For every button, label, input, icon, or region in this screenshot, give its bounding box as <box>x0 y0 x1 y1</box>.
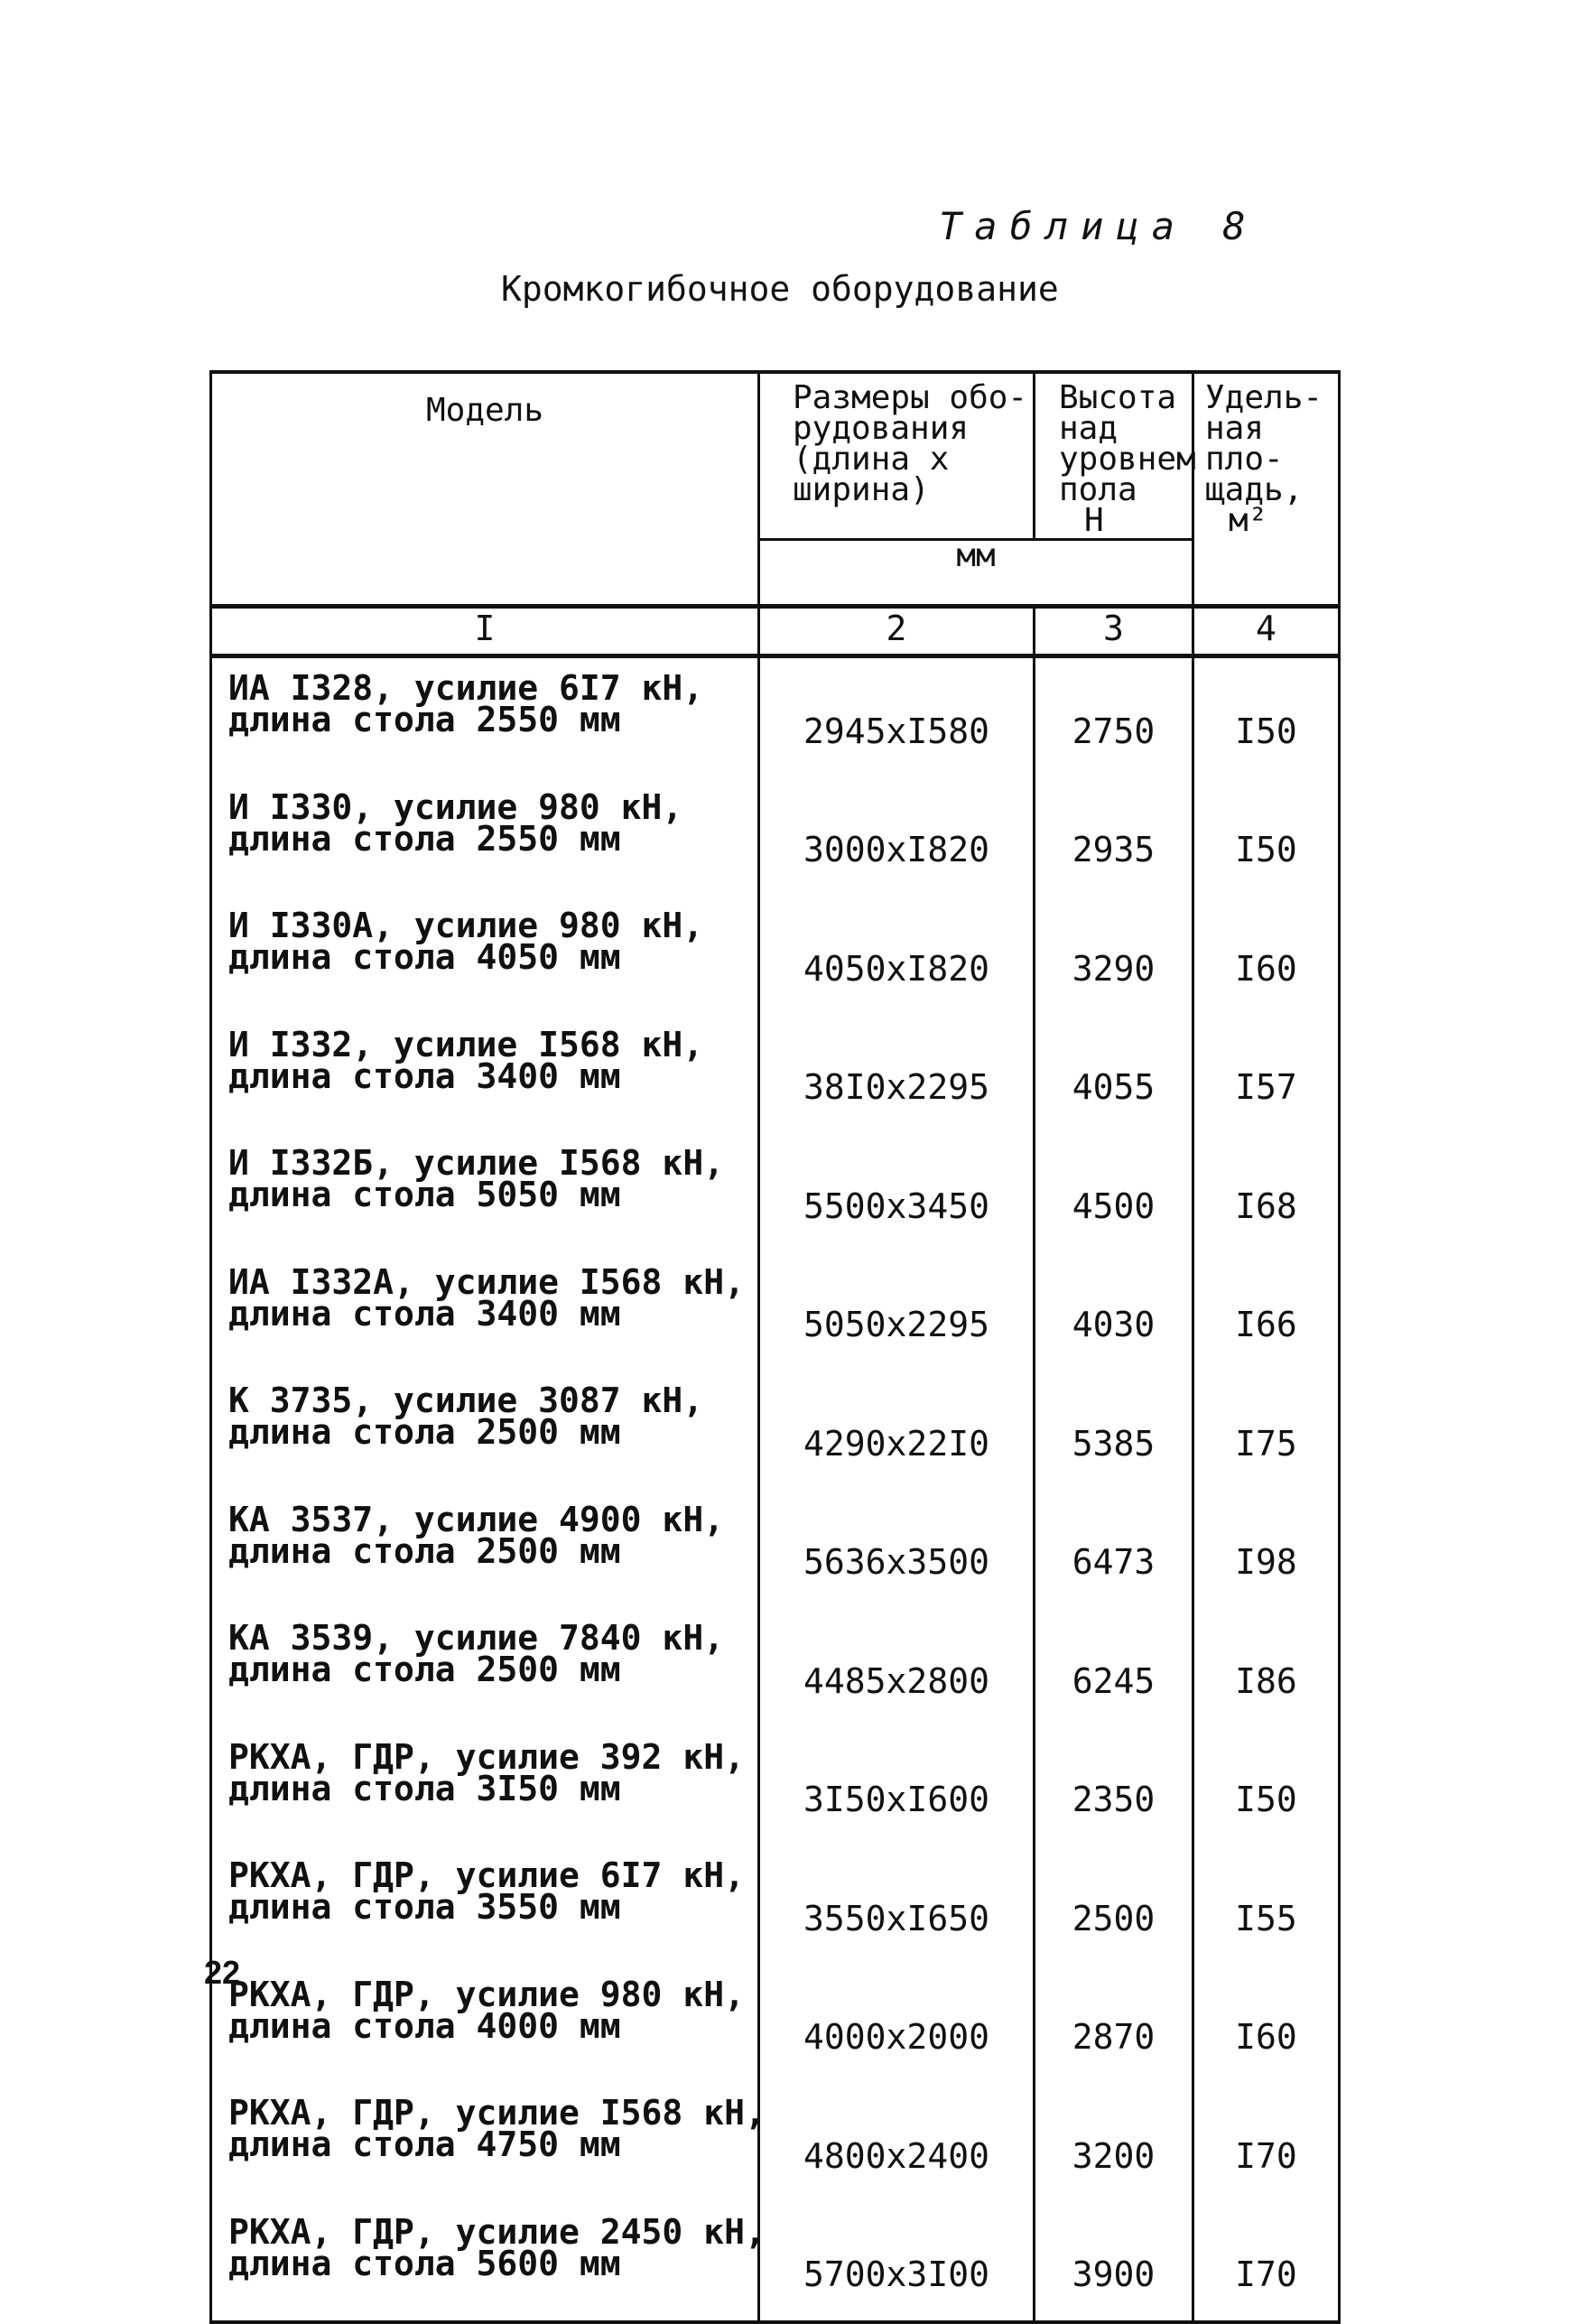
model-text: длина стола 2500 мм <box>228 1530 621 1571</box>
column-number-row <box>211 607 1340 656</box>
model-text: И I332Б, усилие I568 кН, <box>228 1143 725 1183</box>
model-cell <box>211 1727 759 1846</box>
height-cell: 4055 <box>1035 1015 1193 1134</box>
size-cell: 2945хI580 <box>759 656 1035 777</box>
area-cell: I70 <box>1193 2202 1340 2323</box>
model-text: РКХА, ГДР, усилие 980 кН, <box>228 1974 745 2014</box>
header-height <box>1035 372 1196 540</box>
size-cell: 3550хI650 <box>759 1845 1035 1965</box>
model-cell <box>211 1252 759 1371</box>
header-area-line: Удель- <box>1205 379 1323 416</box>
height-cell: 3290 <box>1035 896 1193 1015</box>
size-cell: 4485х2800 <box>759 1608 1035 1727</box>
header-area-line: ная <box>1205 410 1265 447</box>
size-cell: 4000х2000 <box>759 1965 1035 2084</box>
model-cell <box>211 1965 759 2084</box>
model-text: длина стола 3I50 мм <box>228 1768 621 1808</box>
header-height-line: Н <box>1084 502 1104 539</box>
height-cell: 2750 <box>1035 656 1193 777</box>
height-cell: 2870 <box>1035 1965 1193 2084</box>
model-text: И I332, усилие I568 кН, <box>228 1024 704 1064</box>
area-cell: I55 <box>1193 1845 1340 1965</box>
area-cell: I98 <box>1193 1490 1340 1609</box>
table-row <box>211 1015 1340 1134</box>
model-text: длина стола 5600 мм <box>228 2243 621 2283</box>
model-text: И I330А, усилие 980 кН, <box>228 906 704 945</box>
model-text: ИА I332А, усилие I568 кН, <box>228 1261 745 1302</box>
model-text: КА 3537, усилие 4900 кН, <box>228 1499 725 1539</box>
table-row <box>211 1252 1340 1371</box>
height-cell: 6473 <box>1035 1490 1193 1609</box>
header-area-line: м² <box>1229 502 1268 539</box>
model-cell <box>211 896 759 1015</box>
table-row <box>211 896 1340 1015</box>
header-area-line: щадь, <box>1205 471 1304 508</box>
table-row <box>211 2202 1340 2323</box>
model-text: И I330, усилие 980 кН, <box>228 786 683 827</box>
area-cell: I66 <box>1193 1252 1340 1371</box>
size-cell: 5700х3I00 <box>759 2202 1035 2323</box>
model-cell <box>211 777 759 897</box>
height-cell: 3900 <box>1035 2202 1193 2323</box>
model-text: длина стола 2550 мм <box>228 818 621 859</box>
area-cell: I50 <box>1193 777 1340 897</box>
model-text: длина стола 2550 мм <box>228 700 621 739</box>
header-size-line: ширина) <box>793 471 930 508</box>
table-row <box>211 1133 1340 1252</box>
area-cell: I68 <box>1193 1133 1340 1252</box>
model-text: длина стола 3550 мм <box>228 1887 621 1927</box>
header-height-line: Высота <box>1059 379 1177 416</box>
model-text: К 3735, усилие 3087 кН, <box>228 1380 704 1420</box>
area-cell: I50 <box>1193 1727 1340 1846</box>
height-cell: 6245 <box>1035 1608 1193 1727</box>
model-cell <box>211 1371 759 1490</box>
model-text: РКХА, ГДР, усилие I568 кН, <box>228 2093 766 2133</box>
model-text: длина стола 5050 мм <box>228 1175 621 1214</box>
table-row <box>211 1371 1340 1490</box>
model-text: РКХА, ГДР, усилие 392 кН, <box>228 1736 745 1777</box>
model-text: длина стола 4050 мм <box>228 937 621 977</box>
header-size-line: (длина х <box>793 441 950 478</box>
model-cell <box>211 1133 759 1252</box>
area-cell: I60 <box>1193 896 1340 1015</box>
table-row <box>211 2083 1340 2202</box>
size-cell: 5500х3450 <box>759 1133 1035 1252</box>
header-size-line: Размеры обо- <box>793 379 1028 416</box>
header-size-line: рудования <box>793 410 970 447</box>
size-cell: 4800х2400 <box>759 2083 1035 2202</box>
header-unit: мм <box>759 540 1193 607</box>
header-height-line: над <box>1059 410 1119 447</box>
table-caption: Кромкогибочное оборудование <box>501 269 1059 309</box>
area-cell: I57 <box>1193 1015 1340 1134</box>
model-text: КА 3539, усилие 7840 кН, <box>228 1618 725 1658</box>
equipment-table <box>209 370 1341 2324</box>
size-cell: 3I50хI600 <box>759 1727 1035 1846</box>
height-cell: 2935 <box>1035 777 1193 897</box>
model-text: длина стола 4000 мм <box>228 2005 621 2046</box>
model-cell <box>211 1608 759 1727</box>
page-number: 22 <box>204 1954 241 1991</box>
model-cell <box>211 1015 759 1134</box>
model-text: длина стола 2500 мм <box>228 1650 621 1689</box>
header-height-line: уровнем <box>1059 441 1196 478</box>
size-cell: 3000хI820 <box>759 777 1035 897</box>
model-cell <box>211 1845 759 1965</box>
size-cell: 5050х2295 <box>759 1252 1035 1371</box>
table-row <box>211 1490 1340 1609</box>
column-number: 2 <box>759 607 1035 656</box>
header-area-line: пло- <box>1205 441 1284 478</box>
height-cell: 2500 <box>1035 1845 1193 1965</box>
table-row <box>211 1608 1340 1727</box>
height-cell: 5385 <box>1035 1371 1193 1490</box>
model-cell <box>211 2202 766 2323</box>
size-cell: 4290х22I0 <box>759 1371 1035 1490</box>
table-row <box>211 656 1340 777</box>
header-area <box>1193 372 1340 607</box>
model-text: РКХА, ГДР, усилие 2450 кН, <box>228 2211 766 2252</box>
area-cell: I60 <box>1193 1965 1340 2084</box>
table-row <box>211 777 1340 897</box>
height-cell: 3200 <box>1035 2083 1193 2202</box>
model-cell <box>211 2083 766 2202</box>
model-text: ИА I328, усилие 6I7 кН, <box>228 668 704 708</box>
height-cell: 4030 <box>1035 1252 1193 1371</box>
area-cell: I75 <box>1193 1371 1340 1490</box>
size-cell: 5636х3500 <box>759 1490 1035 1609</box>
table-row <box>211 1727 1340 1846</box>
header-row <box>211 372 1340 540</box>
column-number: I <box>211 607 759 656</box>
height-cell: 2350 <box>1035 1727 1193 1846</box>
column-number: 3 <box>1035 607 1193 656</box>
area-cell: I50 <box>1193 656 1340 777</box>
table-row <box>211 1965 1340 2084</box>
model-text: длина стола 3400 мм <box>228 1293 621 1334</box>
table-row <box>211 1845 1340 1965</box>
height-cell: 4500 <box>1035 1133 1193 1252</box>
area-cell: I86 <box>1193 1608 1340 1727</box>
model-cell <box>211 656 759 777</box>
header-size <box>759 372 1035 540</box>
size-cell: 38I0х2295 <box>759 1015 1035 1134</box>
model-cell <box>211 1490 759 1609</box>
model-text: длина стола 4750 мм <box>228 2124 621 2164</box>
size-cell: 4050хI820 <box>759 896 1035 1015</box>
model-text: длина стола 3400 мм <box>228 1055 621 1096</box>
header-height-line: пола <box>1059 471 1137 508</box>
model-text: длина стола 2500 мм <box>228 1412 621 1452</box>
area-cell: I70 <box>1193 2083 1340 2202</box>
header-model: Модель <box>211 372 759 607</box>
column-number: 4 <box>1193 607 1340 656</box>
model-text: РКХА, ГДР, усилие 6I7 кН, <box>228 1855 745 1895</box>
table-number: Таблица 8 <box>939 204 1258 248</box>
